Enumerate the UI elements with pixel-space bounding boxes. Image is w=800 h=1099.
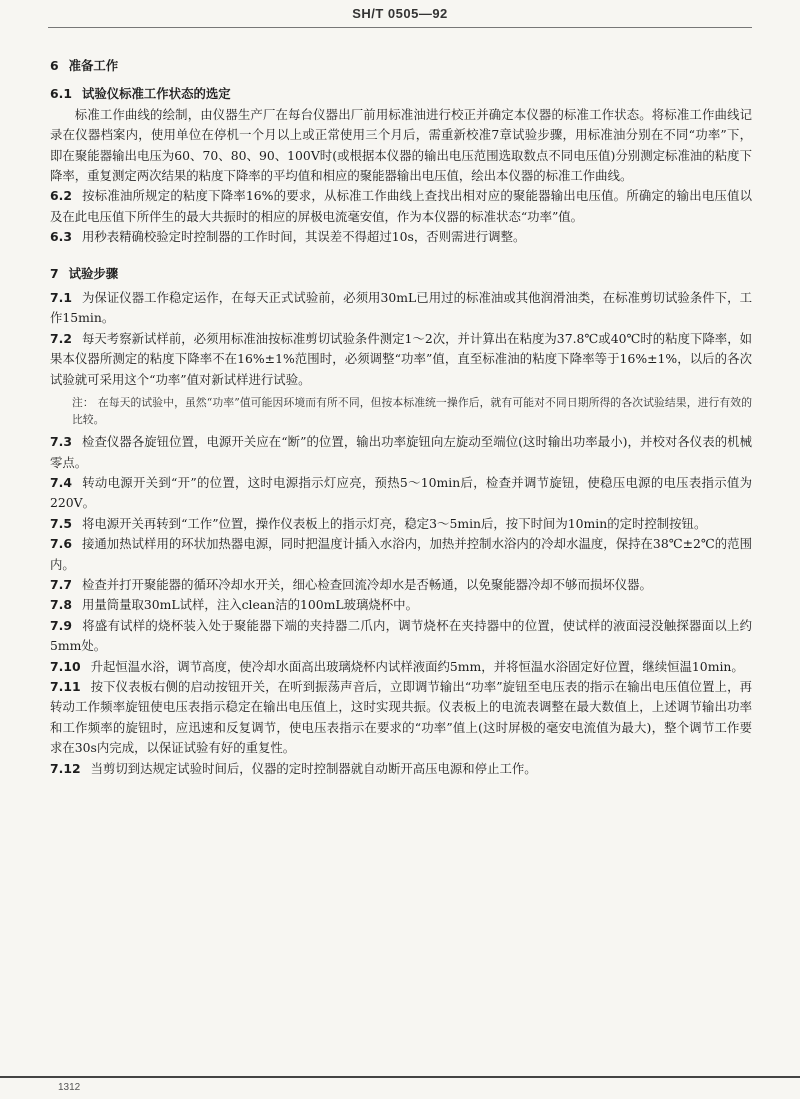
footer-rule: [0, 1076, 800, 1078]
clause-text: 当剪切到达规定试验时间后，仪器的定时控制器就自动断开高压电源和停止工作。: [90, 760, 537, 776]
clause-number: 7.4: [50, 474, 72, 490]
clause-7-4: [50, 473, 752, 514]
clause-7-12: [50, 759, 752, 779]
section-6-heading: [50, 56, 752, 76]
clause-6-1-text: 标准工作曲线的绘制，由仪器生产厂在每台仪器出厂前用标准油进行校正并确定本仪器的标准工作状态。将标准工作曲线记录在仪器档案内，使用单位在停机一个月以上或正常使用三个月后，需重新校准7章试验步骤，用标准油分别在不同“功率”下，即在聚能器输出电压为60、70、80、90、100V时(或根据本仪器的输出电压范围选取数点不同电压值)分别测定标准油的粘度下降率，重复测定两次结果的粘度下降率的平均值和相应的聚能器输出电压值，绘出本仪器的标准工作曲线。: [50, 106, 752, 184]
clause-6-1-heading: [50, 84, 752, 104]
section-title: 准备工作: [68, 58, 119, 73]
clause-number: 7.3: [50, 434, 72, 450]
clause-7-6: [50, 534, 752, 575]
clause-text: 按标准油所规定的粘度下降率16%的要求，从标准工作曲线上查找出相对应的聚能器输出电压值。所确定的输出电压值以及在此电压值下所伴生的最大共振时的相应的屏极电流毫安值，作为本仪器的标准状态“功率”值。: [50, 188, 752, 224]
clause-7-8: [50, 595, 752, 615]
clause-text: 检查仪器各旋钮位置，电源开关应在“断”的位置，输出功率旋钮向左旋动至端位(这时输出功率最小)，并校对各仪表的机械零点。: [50, 434, 752, 470]
clause-text: 转动电源开关到“开”的位置，这时电源指示灯应亮，预热5～10min后，检查并调节旋钮，使稳压电源的电压表指示值为220V。: [50, 474, 752, 511]
document-body: [50, 48, 752, 779]
clause-number: 6.2: [50, 188, 72, 204]
section-number: 7: [50, 265, 59, 281]
clause-7-3: [50, 432, 752, 473]
note-block: [72, 394, 752, 428]
clause-7-2: [50, 329, 752, 390]
note-text: 在每天的试验中，虽然“功率”值可能因环境而有所不同，但按本标准统一操作后，就有可能对不同日期所得的各次试验结果，进行有效的比较。: [72, 396, 753, 427]
clause-7-7: [50, 575, 752, 595]
clause-6-2: [50, 186, 752, 227]
section-title: 试验步骤: [68, 265, 119, 281]
clause-6-3: [50, 227, 752, 247]
clause-title: 试验仪标准工作状态的选定: [81, 86, 231, 102]
clause-number: 6.1: [50, 86, 72, 102]
clause-text: 每天考察新试样前，必须用标准油按标准剪切试验条件测定1～2次，并计算出在粘度为37.8℃或40℃时的粘度下降率，如果本仪器所测定的粘度下降率不在16%±1%范围时，必须调整“功率”值，直至标准油的粘度下降率等于16%±1%，以后的各次试验就可采用这个“功率”值对新试样进行试验。: [50, 330, 752, 387]
clause-7-9: [50, 616, 752, 657]
clause-number: 7.8: [50, 597, 72, 613]
section-7-heading: [50, 264, 752, 284]
clause-number: 7.2: [50, 330, 72, 346]
page-number: 1312: [58, 1082, 81, 1093]
clause-text: 检查并打开聚能器的循环冷却水开关，细心检查回流冷却水是否畅通，以免聚能器冷却不够而损坏仪器。: [81, 576, 652, 592]
clause-number: 7.5: [50, 515, 72, 531]
clause-7-11: [50, 677, 752, 759]
clause-text: 接通加热试样用的环状加热器电源，同时把温度计插入水浴内，加热并控制水浴内的冷却水温度，保持在38℃±2℃的范围内。: [50, 536, 752, 572]
clause-text: 将盛有试样的烧杯装入处于聚能器下端的夹持器二爪内，调节烧杯在夹持器中的位置，使试样的液面浸没触探器面以上约5mm处。: [50, 617, 752, 654]
clause-7-1: [50, 288, 752, 329]
clause-number: 6.3: [50, 229, 72, 245]
clause-text: 用秒表精确校验定时控制器的工作时间，其误差不得超过10s，否则需进行调整。: [81, 229, 526, 245]
clause-7-10: [50, 657, 752, 677]
clause-7-5: [50, 514, 752, 534]
clause-text: 升起恒温水浴，调节高度，使冷却水面高出玻璃烧杯内试样液面约5mm，并将恒温水浴固定好位置，继续恒温10min。: [90, 658, 744, 674]
spacer: [50, 248, 752, 256]
section-number: 6: [50, 58, 59, 73]
clause-text: 用量筒量取30mL试样，注入clean洁的100mL玻璃烧杯中。: [81, 597, 418, 613]
standard-code-header: SH/T 0505—92: [352, 6, 448, 21]
clause-number: 7.11: [50, 678, 81, 694]
note-label: 注：: [72, 396, 94, 410]
clause-number: 7.10: [50, 658, 81, 674]
clause-text: 将电源开关再转到“工作”位置，操作仪表板上的指示灯亮，稳定3～5min后，按下时间为10min的定时控制按钮。: [81, 515, 707, 531]
clause-number: 7.12: [50, 760, 81, 776]
clause-text: 按下仪表板右侧的启动按钮开关，在听到振荡声音后，立即调节输出“功率”旋钮至电压表的指示在输出电压值位置上，再转动工作频率旋钮使电压表指示稳定在输出电压值上，这时实现共振。仪表板上的电流表调整在最大数值上，上述调节输出功率和工作频率的旋钮时，应迅速和反复调节，使电压表指示在要求的“功率”值上(这时屏极的毫安电流值为最大)，整个调节工作要求在30s内完成，以保证试验有好的重复性。: [50, 678, 752, 756]
clause-number: 7.9: [50, 617, 72, 633]
clause-text: 为保证仪器工作稳定运作，在每天正式试验前，必须用30mL已用过的标准油或其他润滑油类，在标准剪切试验条件下，工作15min。: [50, 290, 752, 326]
header-rule: [48, 27, 752, 28]
clause-number: 7.6: [50, 536, 72, 552]
clause-number: 7.7: [50, 576, 72, 592]
clause-number: 7.1: [50, 290, 72, 306]
